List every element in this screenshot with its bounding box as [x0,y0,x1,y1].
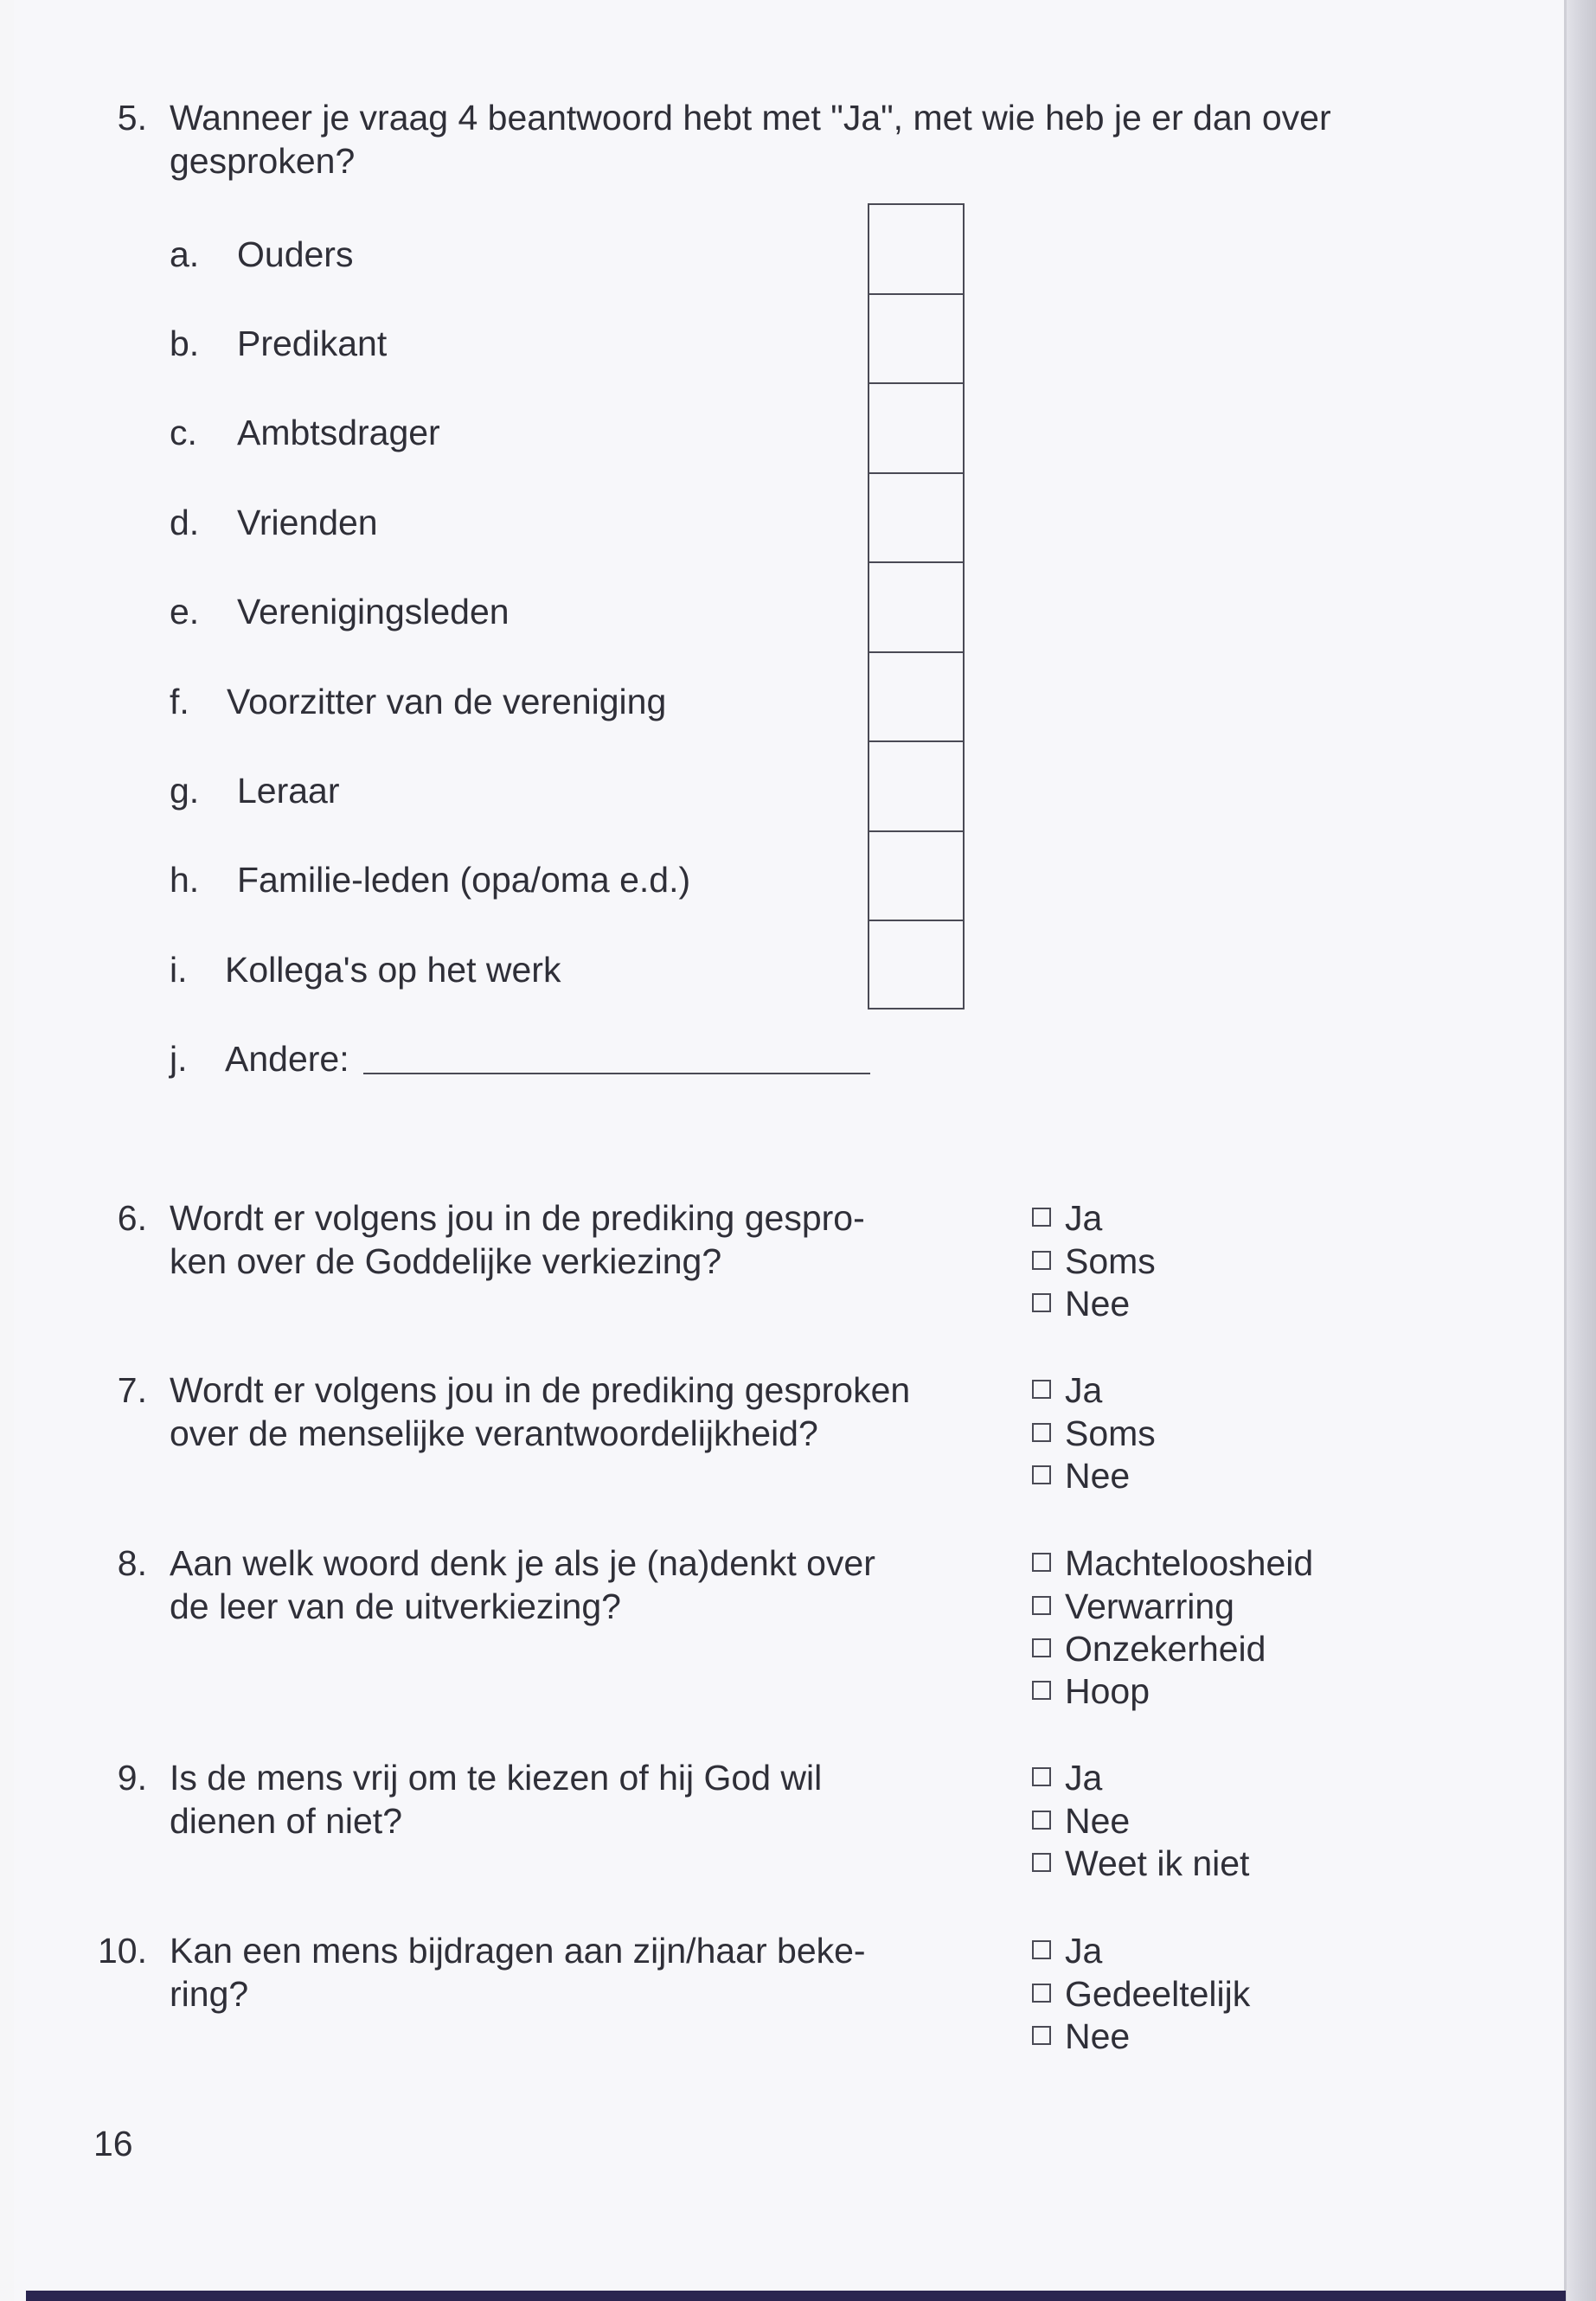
item-label-kollegas: Kollega's op het werk [225,950,561,990]
question-text-line2: ring? [170,1974,249,2014]
option-ja[interactable] [1032,1757,1102,1798]
option-label: Soms [1065,1241,1156,1281]
page-edge-shadow [1564,0,1596,2301]
andere-write-in-line[interactable] [363,1073,870,1074]
checkbox[interactable] [1032,1681,1051,1700]
checkbox[interactable] [1032,1853,1051,1872]
option-label: Weet ik niet [1065,1843,1250,1883]
checkbox[interactable] [1032,1208,1051,1227]
checkbox[interactable] [1032,1553,1051,1572]
option-label: Onzekerheid [1065,1629,1266,1669]
answer-box-predikant[interactable] [869,295,963,385]
checkbox[interactable] [1032,1596,1051,1615]
answer-box-verenigingsleden[interactable] [869,563,963,653]
checkbox[interactable] [1032,1465,1051,1484]
item-letter: h. [170,860,200,900]
page-edge-line [1564,0,1567,2301]
checkbox[interactable] [1032,1811,1051,1830]
question-text-line1: Wordt er volgens jou in de prediking gesproken [170,1370,911,1410]
answer-box-leraar[interactable] [869,742,963,832]
item-letter: b. [170,324,200,363]
item-letter: g. [170,771,200,811]
item-label-familie-leden: Familie-leden (opa/oma e.d.) [237,860,691,900]
checkbox[interactable] [1032,1293,1051,1312]
item-label-ouders: Ouders [237,234,354,274]
item-letter: e. [170,592,200,631]
answer-box-familie-leden[interactable] [869,832,963,922]
item-label-vrienden: Vrienden [237,503,378,542]
item-letter: c. [170,413,197,452]
option-ja[interactable] [1032,1369,1102,1411]
checkbox[interactable] [1032,1984,1051,2003]
option-ja[interactable] [1032,1930,1102,1971]
option-hoop[interactable] [1032,1670,1150,1712]
option-label: Nee [1065,2016,1131,2056]
option-label: Verwarring [1065,1586,1234,1626]
option-soms[interactable] [1032,1413,1156,1454]
item-letter: d. [170,503,200,542]
question-text-line2: gesproken? [170,141,356,181]
item-label-voorzitter: Voorzitter van de vereniging [227,682,667,721]
answer-box-voorzitter[interactable] [869,653,963,743]
option-label: Soms [1065,1413,1156,1453]
option-nee[interactable] [1032,1800,1130,1842]
option-onzekerheid[interactable] [1032,1628,1266,1670]
option-machteloosheid[interactable] [1032,1542,1313,1584]
item-label-leraar: Leraar [237,771,340,811]
page-number: 16 [93,2124,133,2163]
checkbox[interactable] [1032,2026,1051,2045]
checkbox[interactable] [1032,1380,1051,1399]
question-text-line2: ken over de Goddelijke verkiezing? [170,1241,722,1281]
item-letter: f. [170,682,189,721]
option-soms[interactable] [1032,1240,1156,1282]
checkbox[interactable] [1032,1251,1051,1270]
item-label-verenigingsleden: Verenigingsleden [237,592,510,631]
checkbox[interactable] [1032,1940,1051,1959]
option-weet-ik-niet[interactable] [1032,1843,1249,1884]
question-number: 7. [117,1370,147,1410]
option-label: Hoop [1065,1671,1151,1711]
question-number: 5. [117,98,147,138]
question-text-line2: dienen of niet? [170,1801,403,1841]
option-nee[interactable] [1032,1455,1130,1497]
option-label: Machteloosheid [1065,1543,1314,1583]
question-number: 9. [117,1758,147,1798]
answer-box-ambtsdrager[interactable] [869,384,963,474]
answer-box-vrienden[interactable] [869,474,963,564]
option-verwarring[interactable] [1032,1586,1234,1627]
question-number: 8. [117,1543,147,1583]
item-letter: i. [170,950,188,990]
bottom-bar [26,2291,1566,2301]
option-label: Nee [1065,1456,1131,1496]
option-label: Gedeeltelijk [1065,1974,1251,2014]
question-text-line1: Wanneer je vraag 4 beantwoord hebt met "Ja", met wie heb je er dan over [170,98,1331,138]
question-text-line1: Is de mens vrij om te kiezen of hij God wil [170,1758,823,1798]
item-letter: j. [170,1039,188,1079]
option-gedeeltelijk[interactable] [1032,1973,1250,2015]
option-label: Nee [1065,1284,1131,1324]
item-letter: a. [170,234,200,274]
option-label: Nee [1065,1801,1131,1841]
option-nee[interactable] [1032,2016,1130,2057]
item-label-andere: Andere: [225,1039,349,1079]
question-text-line1: Wordt er volgens jou in de prediking gespro- [170,1198,865,1238]
answer-box-kollegas[interactable] [869,921,963,1011]
checkbox[interactable] [1032,1767,1051,1786]
option-label: Ja [1065,1758,1103,1798]
option-label: Ja [1065,1931,1103,1971]
question-text-line2: de leer van de uitverkiezing? [170,1586,621,1626]
item-label-ambtsdrager: Ambtsdrager [237,413,440,452]
question-text-line1: Kan een mens bijdragen aan zijn/haar beke- [170,1931,866,1971]
answer-box-ouders[interactable] [869,205,963,295]
answer-box-column [868,203,965,1009]
question-text-line2: over de menselijke verantwoordelijkheid? [170,1413,818,1453]
checkbox[interactable] [1032,1638,1051,1657]
option-nee[interactable] [1032,1283,1130,1324]
question-text-line1: Aan welk woord denk je als je (na)denkt over [170,1543,875,1583]
checkbox[interactable] [1032,1423,1051,1442]
option-ja[interactable] [1032,1197,1102,1239]
option-label: Ja [1065,1370,1103,1410]
option-label: Ja [1065,1198,1103,1238]
question-number: 6. [117,1198,147,1238]
question-number: 10. [98,1931,147,1971]
item-label-predikant: Predikant [237,324,388,363]
